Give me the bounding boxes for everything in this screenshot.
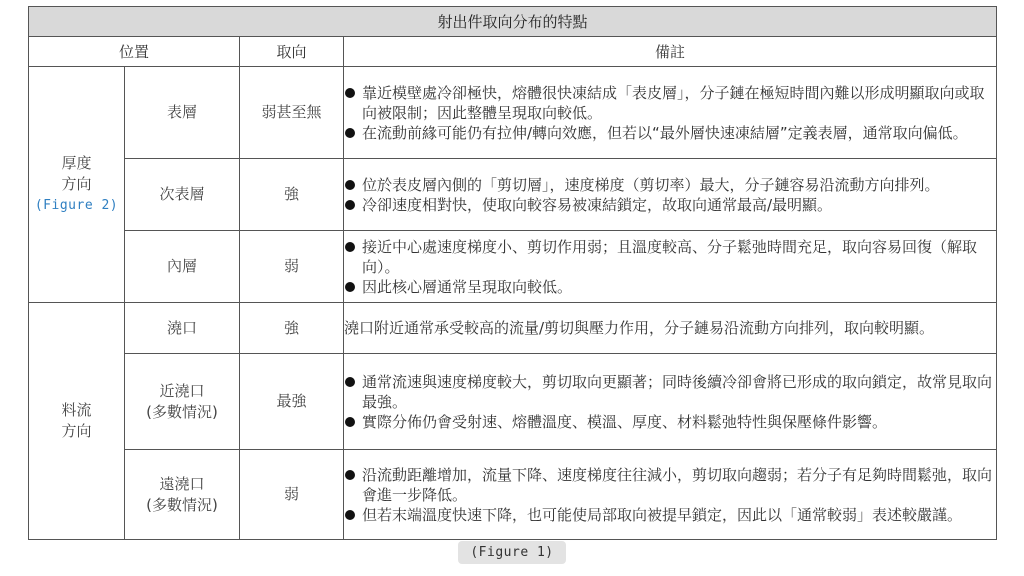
note-item bbox=[344, 123, 996, 143]
table-title: 射出件取向分布的特點 bbox=[29, 7, 997, 37]
orientation-value: 弱甚至無 bbox=[240, 67, 344, 159]
group-label-line1: 厚度 bbox=[61, 154, 92, 172]
sub-position bbox=[125, 450, 240, 540]
group-flow-label bbox=[29, 303, 125, 540]
bullet-icon bbox=[345, 470, 355, 480]
orientation-value: 弱 bbox=[240, 450, 344, 540]
notes-cell: 澆口附近通常承受較高的流量/剪切與壓力作用，分子鏈易沿流動方向排列，取向較明顯。 bbox=[344, 303, 997, 354]
bullet-icon bbox=[345, 200, 355, 210]
header-notes: 備註 bbox=[344, 37, 997, 67]
sub-position: 次表層 bbox=[125, 159, 240, 231]
group-label-line1: 料流 bbox=[61, 401, 92, 419]
notes-cell bbox=[344, 231, 997, 303]
note-item bbox=[344, 195, 996, 215]
note-text: 位於表皮層內側的「剪切層」，速度梯度（剪切率）最大，分子鏈容易沿流動方向排列。 bbox=[362, 175, 940, 194]
orientation-value: 弱 bbox=[240, 231, 344, 303]
bullet-icon bbox=[345, 510, 355, 520]
bullet-icon bbox=[345, 282, 355, 292]
note-item bbox=[344, 83, 996, 123]
figure-caption: (Figure 1) bbox=[458, 541, 565, 564]
group-label-line2: 方向 bbox=[61, 175, 92, 193]
note-text: 實際分佈仍會受射速、熔體溫度、模溫、厚度、材料鬆弛特性與保壓條件影響。 bbox=[362, 412, 888, 431]
orientation-table bbox=[28, 6, 997, 540]
note-item bbox=[344, 175, 996, 195]
sub-position-line1: 遠澆口 bbox=[159, 474, 205, 493]
notes-cell bbox=[344, 67, 997, 159]
figure-2-link[interactable]: (Figure 2) bbox=[34, 198, 119, 213]
sub-position: 內層 bbox=[125, 231, 240, 303]
sub-position-line2: (多數情況) bbox=[146, 402, 218, 421]
bullet-icon bbox=[345, 128, 355, 138]
note-text: 因此核心層通常呈現取向較低。 bbox=[362, 277, 573, 296]
sub-position bbox=[125, 354, 240, 450]
bullet-icon bbox=[345, 377, 355, 387]
notes-cell bbox=[344, 159, 997, 231]
sub-position-line1: 近澆口 bbox=[159, 381, 205, 400]
notes-cell bbox=[344, 450, 997, 540]
note-text: 通常流速與速度梯度較大，剪切取向更顯著；同時後續冷卻會將已形成的取向鎖定，故常見取向最強。 bbox=[362, 372, 993, 411]
caption-wrap bbox=[0, 541, 1024, 564]
sub-position-line2: (多數情況) bbox=[146, 495, 218, 514]
note-item bbox=[344, 465, 996, 505]
note-text: 但若末端溫度快速下降，也可能使局部取向被提早鎖定，因此以「通常較弱」表述較嚴謹。 bbox=[362, 505, 963, 524]
bullet-icon bbox=[345, 88, 355, 98]
bullet-icon bbox=[345, 417, 355, 427]
note-text: 沿流動距離增加，流量下降、速度梯度往往減小，剪切取向趨弱；若分子有足夠時間鬆弛，取向會進一步降低。 bbox=[362, 465, 993, 504]
header-position: 位置 bbox=[29, 37, 240, 67]
note-text: 靠近模壁處冷卻極快，熔體很快凍結成「表皮層」，分子鏈在極短時間內難以形成明顯取向或取向被限制；因此整體呈現取向較低。 bbox=[362, 83, 985, 122]
sub-position: 澆口 bbox=[125, 303, 240, 354]
bullet-icon bbox=[345, 180, 355, 190]
sub-position: 表層 bbox=[125, 67, 240, 159]
orientation-value: 強 bbox=[240, 303, 344, 354]
notes-cell bbox=[344, 354, 997, 450]
orientation-value: 強 bbox=[240, 159, 344, 231]
note-item bbox=[344, 412, 996, 432]
note-text: 冷卻速度相對快，使取向較容易被凍結鎖定，故取向通常最高/最明顯。 bbox=[362, 195, 833, 214]
bullet-icon bbox=[345, 242, 355, 252]
note-item bbox=[344, 505, 996, 525]
orientation-value: 最強 bbox=[240, 354, 344, 450]
note-text: 在流動前緣可能仍有拉伸/轉向效應，但若以“最外層快速凍結層”定義表層，通常取向偏低。 bbox=[362, 123, 968, 142]
note-item bbox=[344, 372, 996, 412]
note-item bbox=[344, 277, 996, 297]
header-orientation: 取向 bbox=[240, 37, 344, 67]
group-label-line2: 方向 bbox=[61, 422, 92, 440]
note-item bbox=[344, 237, 996, 277]
group-thickness-label bbox=[29, 67, 125, 303]
note-text: 接近中心處速度梯度小、剪切作用弱；且溫度較高、分子鬆弛時間充足，取向容易回復（解取向）。 bbox=[362, 237, 978, 276]
